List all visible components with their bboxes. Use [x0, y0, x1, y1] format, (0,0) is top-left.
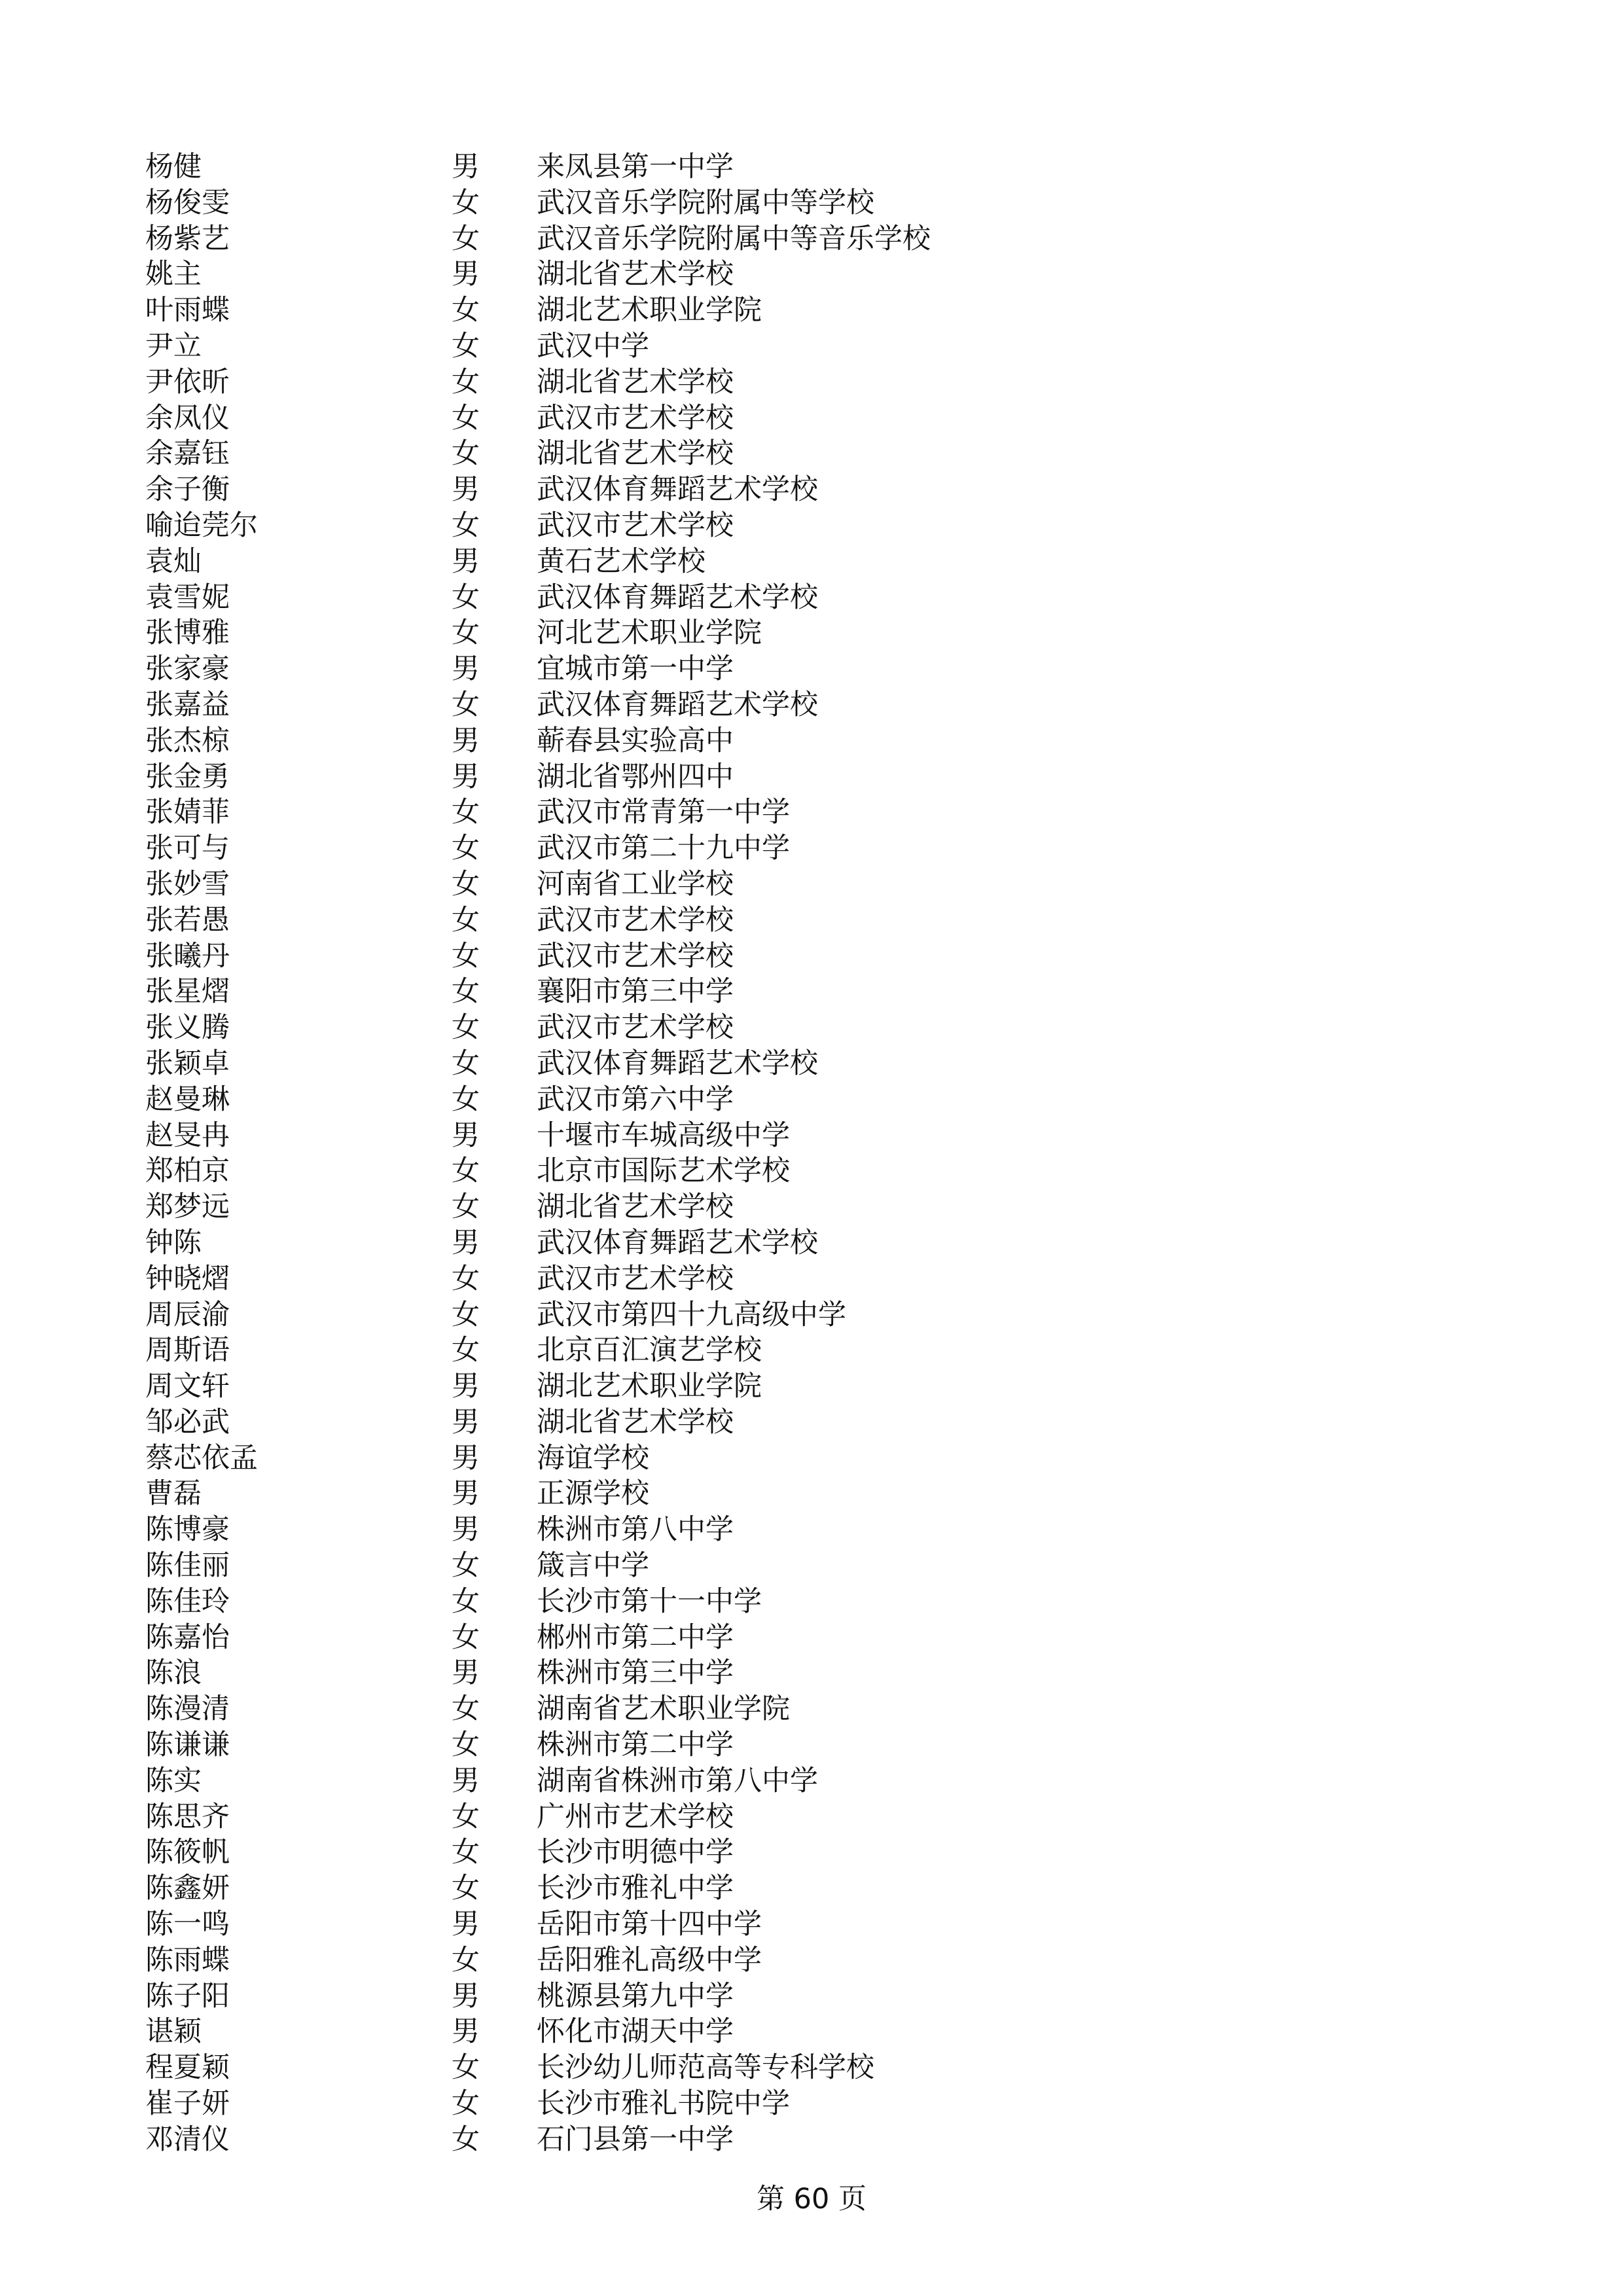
student-school: 武汉体育舞蹈艺术学校	[537, 688, 818, 721]
student-name: 陈鑫妍	[145, 1872, 230, 1905]
student-gender: 女	[452, 1836, 480, 1869]
table-row	[145, 1010, 1389, 1046]
student-gender: 女	[452, 688, 480, 721]
table-row	[145, 1369, 1389, 1405]
student-school: 北京市国际艺术学校	[537, 1155, 790, 1188]
table-row	[145, 1261, 1389, 1297]
table-row	[145, 1082, 1389, 1118]
student-name: 张博雅	[145, 617, 230, 650]
table-row	[145, 1907, 1389, 1943]
student-name: 陈佳玲	[145, 1585, 230, 1618]
student-school: 武汉市艺术学校	[537, 1262, 734, 1295]
student-gender: 女	[452, 2087, 480, 2121]
table-row	[145, 1799, 1389, 1835]
student-gender: 女	[452, 401, 480, 435]
table-row	[145, 2014, 1389, 2050]
student-name: 邹必武	[145, 1405, 230, 1439]
student-name: 谌颖	[145, 2015, 202, 2049]
student-school: 武汉市第六中学	[537, 1083, 734, 1116]
student-school: 河南省工业学校	[537, 867, 734, 901]
table-row	[145, 2050, 1389, 2086]
student-gender: 女	[452, 1800, 480, 1833]
student-name: 陈雨蝶	[145, 1943, 230, 1977]
student-name: 张妙雪	[145, 867, 230, 901]
student-name: 张若愚	[145, 903, 230, 937]
student-name: 张家豪	[145, 653, 230, 686]
table-row	[145, 1512, 1389, 1548]
student-gender: 女	[452, 329, 480, 363]
student-name: 余凤仪	[145, 401, 230, 435]
table-row	[145, 544, 1389, 580]
student-name: 张婧菲	[145, 796, 230, 829]
student-name: 叶雨蝶	[145, 294, 230, 327]
student-school: 蕲春县实验高中	[537, 724, 734, 757]
student-school: 武汉市常青第一中学	[537, 796, 790, 829]
student-school: 武汉市艺术学校	[537, 903, 734, 937]
student-gender: 女	[452, 1621, 480, 1654]
student-name: 张可与	[145, 832, 230, 865]
student-school: 箴言中学	[537, 1549, 649, 1583]
student-name: 钟陈	[145, 1226, 202, 1259]
student-name: 张曦丹	[145, 939, 230, 973]
table-row	[145, 1153, 1389, 1189]
student-gender: 女	[452, 2051, 480, 2085]
student-name: 陈子阳	[145, 1979, 230, 2013]
student-name: 曹磊	[145, 1477, 202, 1511]
table-row	[145, 1297, 1389, 1333]
student-gender: 男	[452, 258, 480, 291]
student-name: 陈一鸣	[145, 1908, 230, 1941]
student-name: 余子衡	[145, 473, 230, 507]
student-gender: 女	[452, 1083, 480, 1116]
student-school: 桃源县第九中学	[537, 1979, 734, 2013]
student-school: 武汉音乐学院附属中等学校	[537, 186, 874, 219]
table-row	[145, 1189, 1389, 1225]
student-gender: 女	[452, 867, 480, 901]
student-school: 武汉音乐学院附属中等音乐学校	[537, 222, 931, 255]
table-row	[145, 293, 1389, 329]
table-row	[145, 436, 1389, 472]
table-row	[145, 1118, 1389, 1154]
student-name: 姚主	[145, 258, 202, 291]
student-school: 武汉市艺术学校	[537, 401, 734, 435]
student-school: 石门县第一中学	[537, 2123, 734, 2156]
student-gender: 女	[452, 1262, 480, 1295]
student-school: 株洲市第三中学	[537, 1657, 734, 1690]
student-gender: 女	[452, 222, 480, 255]
table-row	[145, 221, 1389, 257]
student-name: 陈佳丽	[145, 1549, 230, 1583]
student-school: 岳阳雅礼高级中学	[537, 1943, 762, 1977]
student-school: 武汉市艺术学校	[537, 1011, 734, 1045]
student-gender: 男	[452, 1477, 480, 1511]
student-name: 陈谦谦	[145, 1729, 230, 1762]
student-name: 喻迨莞尔	[145, 509, 258, 542]
student-gender: 女	[452, 294, 480, 327]
student-school: 湖北艺术职业学院	[537, 1370, 762, 1403]
table-row	[145, 1943, 1389, 1979]
student-name: 张金勇	[145, 760, 230, 793]
table-row	[145, 1763, 1389, 1799]
student-name: 郑梦远	[145, 1191, 230, 1224]
student-gender: 女	[452, 1872, 480, 1905]
student-school: 长沙幼儿师范高等专科学校	[537, 2051, 874, 2085]
student-school: 宜城市第一中学	[537, 653, 734, 686]
student-school: 武汉体育舞蹈艺术学校	[537, 581, 818, 614]
student-school: 长沙市明德中学	[537, 1836, 734, 1869]
table-row	[145, 974, 1389, 1010]
student-gender: 女	[452, 1155, 480, 1188]
student-school: 武汉体育舞蹈艺术学校	[537, 1226, 818, 1259]
student-gender: 男	[452, 151, 480, 183]
table-row	[145, 580, 1389, 616]
student-name: 赵旻冉	[145, 1119, 230, 1152]
student-school: 武汉体育舞蹈艺术学校	[537, 1047, 818, 1080]
table-row	[145, 1476, 1389, 1512]
table-row	[145, 508, 1389, 544]
student-gender: 女	[452, 1549, 480, 1583]
student-school: 武汉市第二十九中学	[537, 832, 790, 865]
table-row	[145, 1441, 1389, 1477]
student-gender: 女	[452, 796, 480, 829]
student-gender: 男	[452, 1764, 480, 1797]
table-row	[145, 1727, 1389, 1763]
student-gender: 女	[452, 939, 480, 973]
student-gender: 男	[452, 1908, 480, 1941]
table-row	[145, 939, 1389, 975]
student-school: 正源学校	[537, 1477, 649, 1511]
student-gender: 男	[452, 760, 480, 793]
student-gender: 男	[452, 1979, 480, 2013]
student-school: 广州市艺术学校	[537, 1800, 734, 1833]
student-school: 湖北省艺术学校	[537, 1191, 734, 1224]
student-gender: 女	[452, 1298, 480, 1331]
table-row	[145, 149, 1389, 185]
student-gender: 男	[452, 2015, 480, 2049]
page-number: 第 60 页	[756, 2183, 867, 2215]
student-school: 河北艺术职业学院	[537, 617, 762, 650]
table-row	[145, 472, 1389, 508]
student-school: 郴州市第二中学	[537, 1621, 734, 1654]
student-name: 尹依昕	[145, 365, 230, 399]
student-name: 尹立	[145, 329, 202, 363]
student-school: 湖北省鄂州四中	[537, 760, 734, 793]
student-gender: 男	[452, 545, 480, 578]
student-gender: 女	[452, 186, 480, 219]
student-gender: 男	[452, 724, 480, 757]
student-gender: 女	[452, 1693, 480, 1726]
table-row	[145, 185, 1389, 221]
student-gender: 女	[452, 1191, 480, 1224]
student-school: 来凤县第一中学	[537, 151, 734, 183]
student-school: 长沙市雅礼书院中学	[537, 2087, 790, 2121]
table-row	[145, 615, 1389, 651]
student-gender: 女	[452, 617, 480, 650]
student-school: 湖南省株洲市第八中学	[537, 1764, 818, 1797]
student-school: 株洲市第二中学	[537, 1729, 734, 1762]
student-school: 湖北艺术职业学院	[537, 294, 762, 327]
student-name: 郑柏京	[145, 1155, 230, 1188]
table-row	[145, 759, 1389, 795]
student-gender: 女	[452, 365, 480, 399]
table-row	[145, 1225, 1389, 1261]
student-gender: 女	[452, 903, 480, 937]
student-name: 周文轩	[145, 1370, 230, 1403]
student-name: 杨紫艺	[145, 222, 230, 255]
student-name: 陈浪	[145, 1657, 202, 1690]
student-name: 张颖卓	[145, 1047, 230, 1080]
student-school: 湖北省艺术学校	[537, 437, 734, 471]
table-row	[145, 1620, 1389, 1656]
student-gender: 男	[452, 1441, 480, 1475]
student-school: 北京百汇演艺学校	[537, 1334, 762, 1367]
table-row	[145, 723, 1389, 759]
student-school: 襄阳市第三中学	[537, 975, 734, 1009]
student-gender: 男	[452, 473, 480, 507]
student-school: 湖北省艺术学校	[537, 1405, 734, 1439]
student-name: 陈实	[145, 1764, 202, 1797]
table-row	[145, 1333, 1389, 1369]
student-gender: 女	[452, 509, 480, 542]
student-gender: 女	[452, 1729, 480, 1762]
table-row	[145, 1655, 1389, 1691]
student-school: 武汉中学	[537, 329, 649, 363]
table-row	[145, 365, 1389, 401]
student-name: 钟晓熠	[145, 1262, 230, 1295]
table-row	[145, 329, 1389, 365]
table-row	[145, 1046, 1389, 1082]
table-row	[145, 2122, 1389, 2158]
student-name: 陈思齐	[145, 1800, 230, 1833]
student-roster	[145, 149, 1389, 2158]
student-name: 余嘉钰	[145, 437, 230, 471]
student-school: 长沙市第十一中学	[537, 1585, 762, 1618]
student-gender: 女	[452, 2123, 480, 2156]
student-gender: 男	[452, 1405, 480, 1439]
table-row	[145, 867, 1389, 903]
student-school: 株洲市第八中学	[537, 1513, 734, 1547]
table-row	[145, 257, 1389, 293]
student-name: 蔡芯依孟	[145, 1441, 258, 1475]
student-name: 赵曼琳	[145, 1083, 230, 1116]
student-school: 海谊学校	[537, 1441, 649, 1475]
student-name: 邓清仪	[145, 2123, 230, 2156]
table-row	[145, 651, 1389, 687]
student-school: 黄石艺术学校	[537, 545, 705, 578]
student-name: 周辰渝	[145, 1298, 230, 1331]
student-name: 陈博豪	[145, 1513, 230, 1547]
student-gender: 男	[452, 1119, 480, 1152]
student-gender: 女	[452, 832, 480, 865]
student-school: 岳阳市第十四中学	[537, 1908, 762, 1941]
student-name: 陈嘉怡	[145, 1621, 230, 1654]
student-gender: 男	[452, 1370, 480, 1403]
table-row	[145, 1584, 1389, 1620]
table-row	[145, 795, 1389, 831]
table-row	[145, 903, 1389, 939]
student-gender: 男	[452, 1657, 480, 1690]
student-gender: 女	[452, 1334, 480, 1367]
student-gender: 女	[452, 1585, 480, 1618]
table-row	[145, 831, 1389, 867]
student-name: 杨健	[145, 151, 202, 183]
student-name: 周斯语	[145, 1334, 230, 1367]
student-name: 袁雪妮	[145, 581, 230, 614]
student-gender: 男	[452, 1226, 480, 1259]
table-row	[145, 1871, 1389, 1907]
student-school: 湖北省艺术学校	[537, 258, 734, 291]
table-row	[145, 687, 1389, 723]
table-row	[145, 401, 1389, 437]
student-gender: 女	[452, 1047, 480, 1080]
student-name: 程夏颖	[145, 2051, 230, 2085]
student-gender: 女	[452, 1011, 480, 1045]
student-gender: 男	[452, 1513, 480, 1547]
student-school: 湖南省艺术职业学院	[537, 1693, 790, 1726]
student-school: 武汉市第四十九高级中学	[537, 1298, 846, 1331]
student-gender: 女	[452, 975, 480, 1009]
student-school: 武汉体育舞蹈艺术学校	[537, 473, 818, 507]
student-name: 张星熠	[145, 975, 230, 1009]
student-school: 十堰市车城高级中学	[537, 1119, 790, 1152]
student-name: 陈漫清	[145, 1693, 230, 1726]
student-name: 崔子妍	[145, 2087, 230, 2121]
table-row	[145, 1835, 1389, 1871]
student-name: 张杰椋	[145, 724, 230, 757]
student-gender: 女	[452, 581, 480, 614]
table-row	[145, 1691, 1389, 1727]
student-name: 袁灿	[145, 545, 202, 578]
student-school: 湖北省艺术学校	[537, 365, 734, 399]
student-name: 张嘉益	[145, 688, 230, 721]
table-row	[145, 1979, 1389, 2015]
student-name: 杨俊雯	[145, 186, 230, 219]
student-gender: 女	[452, 437, 480, 471]
student-gender: 女	[452, 1943, 480, 1977]
student-name: 张义腾	[145, 1011, 230, 1045]
student-school: 怀化市湖天中学	[537, 2015, 734, 2049]
student-school: 武汉市艺术学校	[537, 509, 734, 542]
student-gender: 男	[452, 653, 480, 686]
student-school: 武汉市艺术学校	[537, 939, 734, 973]
student-school: 长沙市雅礼中学	[537, 1872, 734, 1905]
table-row	[145, 2086, 1389, 2122]
table-row	[145, 1548, 1389, 1584]
student-name: 陈筱帆	[145, 1836, 230, 1869]
table-row	[145, 1405, 1389, 1441]
